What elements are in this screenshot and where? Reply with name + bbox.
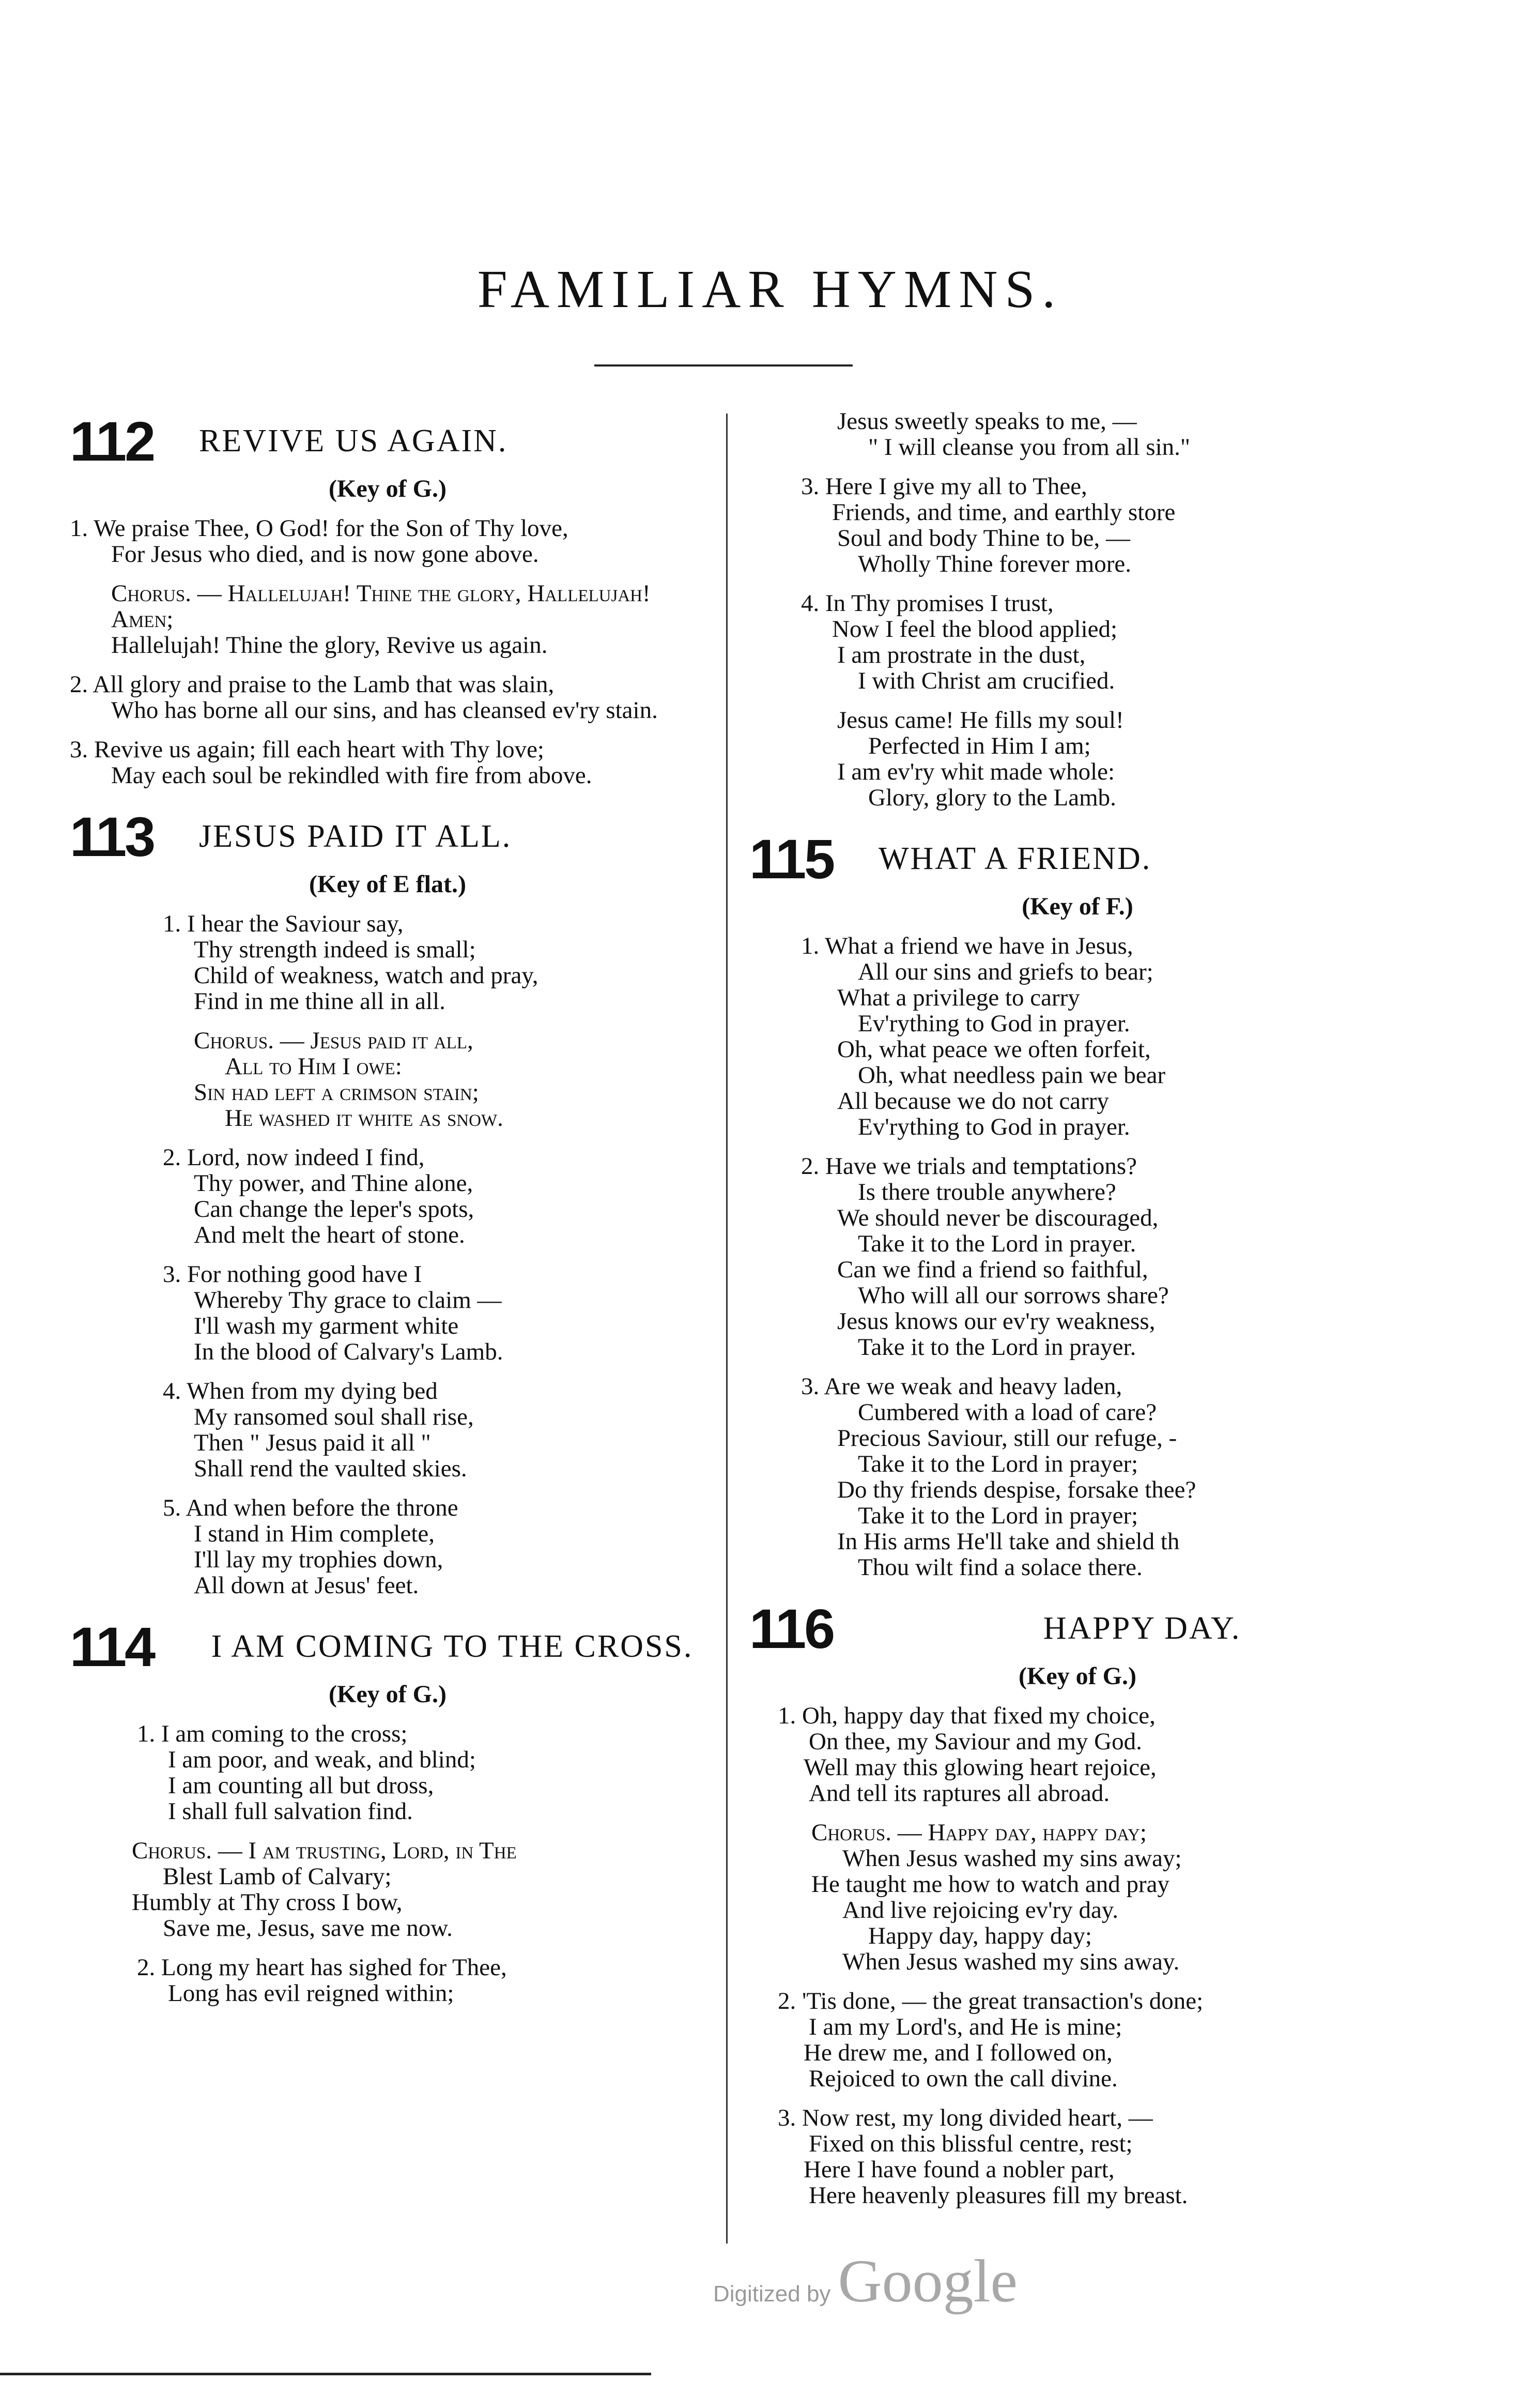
verse-line: 5. And when before the throne xyxy=(163,1494,458,1521)
hymn-key: (Key of F.) xyxy=(1022,893,1133,920)
verse-line: I shall full salvation find. xyxy=(168,1798,413,1825)
verse-line: Here I have found a nobler part, xyxy=(804,2156,1115,2183)
verse-line: And melt the heart of stone. xyxy=(194,1222,465,1248)
verse-line: I am poor, and weak, and blind; xyxy=(168,1746,476,1773)
verse-line: 3. Are we weak and heavy laden, xyxy=(801,1373,1122,1400)
stanza xyxy=(749,474,1406,577)
verse-line: Chorus. — Jesus paid it all, xyxy=(194,1027,473,1054)
verse-line: Who has borne all our sins, and has cleansed ev'ry stain. xyxy=(111,697,658,724)
hymn-116-header xyxy=(749,1597,1406,1660)
stanza xyxy=(749,707,1406,811)
verse-line: 2. Long my heart has sighed for Thee, xyxy=(137,1954,507,1981)
verse-line: Oh, what needless pain we bear xyxy=(858,1062,1166,1089)
verse-line: And tell its raptures all abroad. xyxy=(809,1780,1110,1807)
verse-line: All our sins and griefs to bear; xyxy=(858,958,1153,985)
bottom-rule xyxy=(0,2373,651,2375)
hymn-key: (Key of G.) xyxy=(329,1681,446,1708)
verse-line: 4. When from my dying bed xyxy=(163,1378,438,1405)
hymn-115-header xyxy=(749,828,1406,890)
verse-line: I am counting all but dross, xyxy=(168,1772,434,1799)
verse-line: Child of weakness, watch and pray, xyxy=(194,962,538,989)
stanza xyxy=(70,911,705,1014)
verse-line: Then " Jesus paid it all " xyxy=(194,1429,431,1456)
hymn-number: 112 xyxy=(70,410,154,472)
verse-line: All because we do not carry xyxy=(837,1088,1109,1115)
verse-line: Take it to the Lord in prayer. xyxy=(858,1230,1136,1257)
hymn-key: (Key of G.) xyxy=(1019,1662,1136,1690)
stanza xyxy=(70,515,705,567)
verse-line: For Jesus who died, and is now gone above. xyxy=(111,541,539,568)
hymn-key: (Key of E flat.) xyxy=(309,871,466,898)
verse-line: All to Him I owe: xyxy=(225,1053,402,1080)
stanza xyxy=(70,1261,705,1365)
verse-line: 2. 'Tis done, — the great transaction's done; xyxy=(778,1988,1204,2014)
hymn-number: 115 xyxy=(749,828,834,890)
verse-line: Thy strength indeed is small; xyxy=(194,936,476,963)
google-logo: Google xyxy=(838,2247,1018,2315)
verse-line: 3. Now rest, my long divided heart, — xyxy=(778,2104,1153,2131)
verse-line: 3. Here I give my all to Thee, xyxy=(801,473,1087,500)
verse-line: In His arms He'll take and shield th xyxy=(837,1528,1180,1555)
verse-line: Ev'rything to God in prayer. xyxy=(858,1010,1130,1037)
verse-line: Humbly at Thy cross I bow, xyxy=(132,1889,403,1916)
verse-line: 2. All glory and praise to the Lamb that was slain, xyxy=(70,671,555,698)
stanza xyxy=(70,737,705,788)
hymn-113-header xyxy=(70,805,705,868)
hymn-title: HAPPY DAY. xyxy=(1043,1611,1241,1646)
verse-line: I'll lay my trophies down, xyxy=(194,1546,443,1573)
verse-line: Ev'rything to God in prayer. xyxy=(858,1113,1130,1140)
verse-line: I am prostrate in the dust, xyxy=(837,642,1086,668)
hymn-number: 114 xyxy=(70,1615,154,1678)
verse-line: Soul and body Thine to be, — xyxy=(837,525,1131,552)
verse-line: Rejoiced to own the call divine. xyxy=(809,2065,1118,2092)
stanza xyxy=(749,1988,1406,2092)
verse-line: 1. Oh, happy day that fixed my choice, xyxy=(778,1702,1156,1729)
verse-line: Can we find a friend so faithful, xyxy=(837,1256,1148,1283)
chorus xyxy=(749,1820,1406,1975)
verse-line: Who will all our sorrows share? xyxy=(858,1282,1169,1309)
verse-line: Jesus sweetly speaks to me, — xyxy=(837,408,1137,435)
verse-line: When Jesus washed my sins away. xyxy=(842,1948,1180,1975)
stanza xyxy=(749,408,1406,460)
verse-line: Is there trouble anywhere? xyxy=(858,1179,1116,1205)
verse-line: Here heavenly pleasures fill my breast. xyxy=(809,2182,1188,2209)
verse-line: Friends, and time, and earthly store xyxy=(832,499,1176,526)
verse-line: I am ev'ry whit made whole: xyxy=(837,758,1115,785)
verse-line: Can change the leper's spots, xyxy=(194,1196,474,1223)
stanza xyxy=(749,1373,1406,1580)
hymn-114-header xyxy=(70,1615,705,1678)
verse-line: Save me, Jesus, save me now. xyxy=(163,1915,453,1942)
stanza xyxy=(70,1378,705,1482)
verse-line: 1. I hear the Saviour say, xyxy=(163,910,404,937)
verse-line: Shall rend the vaulted skies. xyxy=(194,1455,467,1482)
hymn-title: WHAT A FRIEND. xyxy=(879,841,1152,877)
verse-line: Chorus. — I am trusting, Lord, in The xyxy=(132,1837,517,1864)
verse-line: Find in me thine all in all. xyxy=(194,988,445,1015)
verse-line: Happy day, happy day; xyxy=(868,1922,1092,1949)
verse-line: 2. Have we trials and temptations? xyxy=(801,1153,1137,1180)
digitized-by-label: Digitized by xyxy=(713,2281,831,2307)
verse-line: Fixed on this blissful centre, rest; xyxy=(809,2130,1133,2157)
stanza xyxy=(70,1495,705,1598)
verse-line: Take it to the Lord in prayer; xyxy=(858,1502,1138,1529)
left-column xyxy=(70,410,705,2020)
verse-line: Oh, what peace we often forfeit, xyxy=(837,1036,1151,1063)
verse-line: 3. For nothing good have I xyxy=(163,1261,422,1288)
verse-line: I with Christ am crucified. xyxy=(858,667,1115,694)
verse-line: And live rejoicing ev'ry day. xyxy=(842,1897,1119,1924)
hymn-title: JESUS PAID IT ALL. xyxy=(199,819,512,854)
verse-line: Chorus. — Happy day, happy day; xyxy=(811,1819,1147,1846)
verse-line: Perfected in Him I am; xyxy=(868,732,1091,759)
verse-line: Sin had left a crimson stain; xyxy=(194,1079,479,1106)
stanza xyxy=(70,1144,705,1248)
verse-line: My ransomed soul shall rise, xyxy=(194,1403,474,1430)
hymn-number: 113 xyxy=(70,805,154,868)
verse-line: Thy power, and Thine alone, xyxy=(194,1170,473,1197)
chorus xyxy=(70,1838,705,1941)
hymn-number: 116 xyxy=(749,1597,834,1660)
hymn-112-header xyxy=(70,410,705,472)
verse-line: Do thy friends despise, forsake thee? xyxy=(837,1476,1196,1503)
verse-line: Well may this glowing heart rejoice, xyxy=(804,1754,1157,1781)
verse-line: 4. In Thy promises I trust, xyxy=(801,590,1054,617)
verse-line: Jesus came! He fills my soul! xyxy=(837,707,1124,734)
verse-line: He washed it white as snow. xyxy=(225,1105,503,1132)
verse-line: Whereby Thy grace to claim — xyxy=(194,1287,502,1314)
verse-line: 3. Revive us again; fill each heart with Thy love; xyxy=(70,736,544,763)
stanza xyxy=(70,1721,705,1824)
column-divider xyxy=(726,414,728,2243)
hymn-key: (Key of G.) xyxy=(329,475,446,502)
title-rule xyxy=(594,364,853,367)
verse-line: 1. What a friend we have in Jesus, xyxy=(801,933,1133,959)
verse-line: Thou wilt find a solace there. xyxy=(858,1554,1143,1581)
verse-line: What a privilege to carry xyxy=(837,984,1080,1011)
stanza xyxy=(70,1955,705,2006)
verse-line: Precious Saviour, still our refuge, - xyxy=(837,1425,1177,1452)
verse-line: I'll wash my garment white xyxy=(194,1312,459,1339)
stanza xyxy=(70,671,705,723)
verse-line: Now I feel the blood applied; xyxy=(832,616,1118,643)
verse-line: I am my Lord's, and He is mine; xyxy=(809,2013,1122,2040)
verse-line: On thee, my Saviour and my God. xyxy=(809,1728,1142,1755)
verse-line: Hallelujah! Thine the glory, Revive us again. xyxy=(111,632,548,659)
chorus xyxy=(70,1028,705,1131)
verse-line: 1. I am coming to the cross; xyxy=(137,1720,408,1747)
verse-line: Chorus. — Hallelujah! Thine the glory, Hallelujah! Amen; xyxy=(111,580,651,633)
verse-line: All down at Jesus' feet. xyxy=(194,1572,419,1599)
verse-line: In the blood of Calvary's Lamb. xyxy=(194,1338,503,1365)
verse-line: Take it to the Lord in prayer. xyxy=(858,1334,1136,1361)
verse-line: Blest Lamb of Calvary; xyxy=(163,1863,392,1890)
verse-line: 2. Lord, now indeed I find, xyxy=(163,1144,425,1171)
verse-line: Cumbered with a load of care? xyxy=(858,1399,1157,1426)
chorus xyxy=(70,581,705,658)
verse-line: He taught me how to watch and pray xyxy=(811,1871,1170,1898)
verse-line: Long has evil reigned within; xyxy=(168,1980,454,2007)
hymn-title: I AM COMING TO THE CROSS. xyxy=(211,1629,694,1665)
right-column xyxy=(749,408,1406,2222)
verse-line: When Jesus washed my sins away; xyxy=(842,1845,1182,1872)
verse-line: Jesus knows our ev'ry weakness, xyxy=(837,1308,1156,1335)
verse-line: We should never be discouraged, xyxy=(837,1204,1159,1231)
stanza xyxy=(749,1703,1406,1806)
verse-line: Glory, glory to the Lamb. xyxy=(868,784,1116,811)
verse-line: Take it to the Lord in prayer; xyxy=(858,1451,1138,1477)
stanza xyxy=(749,1153,1406,1360)
verse-line: I stand in Him complete, xyxy=(194,1520,435,1547)
hymn-title: REVIVE US AGAIN. xyxy=(199,423,508,459)
stanza xyxy=(749,2105,1406,2208)
verse-line: Wholly Thine forever more. xyxy=(858,551,1132,577)
stanza xyxy=(749,933,1406,1140)
verse-line: He drew me, and I followed on, xyxy=(804,2039,1113,2066)
stanza xyxy=(749,590,1406,694)
digitized-by-watermark xyxy=(713,2246,1018,2316)
verse-line: 1. We praise Thee, O God! for the Son of Thy love, xyxy=(70,515,568,542)
verse-line: " I will cleanse you from all sin." xyxy=(868,434,1191,461)
page-title: FAMILIAR HYMNS. xyxy=(477,260,1063,319)
verse-line: May each soul be rekindled with fire from above. xyxy=(111,762,592,789)
